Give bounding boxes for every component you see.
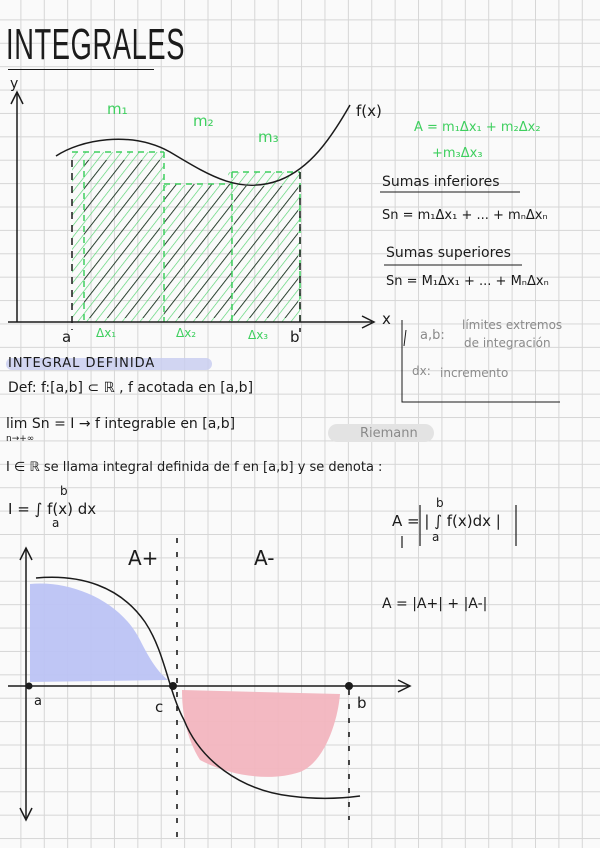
page-title: INTEGRALES [6, 20, 186, 69]
integral-definida-heading: INTEGRAL DEFINIDA [8, 356, 156, 371]
graph2-point-a: a [34, 694, 42, 709]
y-axis-label: y [10, 76, 19, 92]
limit-line: lim Sn = I → f integrable en [a,b] [6, 416, 236, 432]
delta-label-3: Δx₃ [248, 328, 269, 342]
delta-label-2: Δx₂ [176, 326, 197, 340]
graph2-point-b: b [357, 694, 367, 712]
point-a-label: a [62, 328, 72, 346]
lower-sum-rect-3 [234, 186, 298, 318]
sumas-inferiores-heading: Sumas inferiores [382, 174, 500, 190]
lower-sum-rect-1 [84, 160, 160, 318]
abs-lower-limit: a [432, 530, 440, 544]
definition-line: Def: f:[a,b] ⊂ ℝ , f acotada en [a,b] [8, 380, 254, 396]
sum-area-formula: A = |A+| + |A-| [382, 596, 488, 612]
positive-area-region [30, 583, 168, 682]
delta-label-1: Δx₁ [96, 326, 117, 340]
note-ab-text-1: límites extremos [462, 318, 563, 332]
area-formula-line2: +m₃Δx₃ [432, 146, 483, 161]
sumas-inferiores-formula: Sn = m₁Δx₁ + ... + mₙΔxₙ [382, 208, 548, 223]
x-axis-label: x [382, 310, 391, 328]
graph2-point-c: c [155, 698, 164, 716]
note-ab-text-2: de integración [464, 336, 551, 350]
definition-sentence: I ∈ ℝ se llama integral definida de f en [a,b] y se denota : [6, 460, 383, 475]
height-label-1: m₁ [107, 100, 128, 118]
note-dx-label: dx: [412, 364, 431, 378]
sumas-superiores-heading: Sumas superiores [386, 245, 511, 261]
lower-sum-rect-2 [164, 184, 232, 318]
height-label-2: m₂ [193, 112, 214, 130]
abs-upper-limit: b [436, 496, 444, 510]
note-dx-text: incremento [440, 366, 509, 380]
integral-notation: I = ∫ f(x) dx [8, 500, 97, 518]
point-b-label: b [290, 328, 300, 346]
a-minus-label: A- [254, 546, 275, 570]
height-label-3: m₃ [258, 128, 279, 146]
note-ab-label: a,b: [420, 328, 445, 343]
riemann-remark: Riemann [360, 426, 418, 441]
fx-label: f(x) [356, 102, 382, 120]
sumas-superiores-formula: Sn = M₁Δx₁ + ... + MₙΔxₙ [386, 274, 549, 289]
area-formula-line1: A = m₁Δx₁ + m₂Δx₂ [414, 120, 541, 135]
a-plus-label: A+ [128, 546, 159, 570]
abs-area-formula: A = | ∫ f(x)dx | [392, 512, 501, 530]
limit-subscript: n→+∞ [6, 434, 35, 444]
integral-lower-limit: a [52, 516, 60, 530]
integral-upper-limit: b [60, 484, 68, 498]
negative-area-region [182, 690, 340, 777]
